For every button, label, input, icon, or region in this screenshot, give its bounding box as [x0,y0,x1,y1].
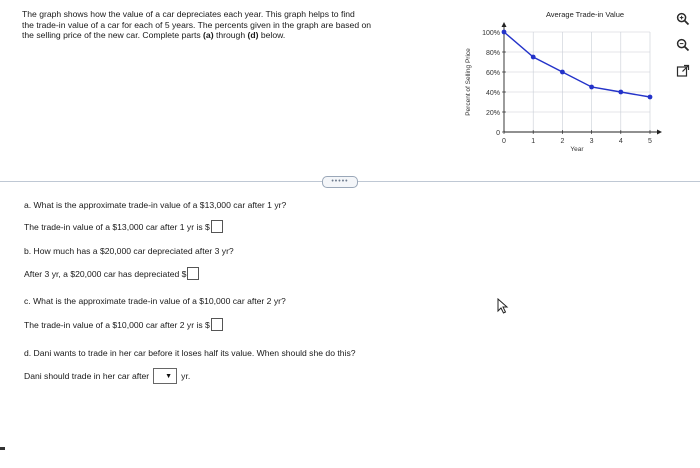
y-axis-label: Percent of Selling Price [465,48,472,116]
question-d [24,348,356,358]
answer-b-input[interactable] [187,267,199,280]
answer-d-dropdown[interactable] [153,368,177,384]
answer-d-row [24,368,190,384]
y-tick-label: 100% [482,30,500,37]
answer-c-row [24,318,223,331]
handle-dots: ••••• [331,178,349,185]
trade-in-graph [458,4,668,164]
question-c-text: c. What is the approximate trade-in value of a $10,000 car after 2 yr? [24,296,286,306]
x-tick-label: 5 [648,138,652,145]
answer-a-input[interactable] [211,220,223,233]
answer-d-unit: yr. [181,371,191,381]
x-tick-label: 0 [502,138,506,145]
answer-c-input[interactable] [211,318,223,331]
answer-d-label: Dani should trade in her car after [24,371,150,381]
y-tick-label: 60% [485,70,500,77]
chevron-down-icon: ▼ [165,372,173,380]
data-point [648,95,653,100]
part-a-ref: (a) [203,30,214,40]
series-line [504,32,650,97]
intro-line-3-text: the selling price of the new car. Complete parts [22,30,204,40]
answer-b-row [24,267,199,280]
intro-line-2: the trade-in value of a car for each of 5 years. The percents given in the graph are based on [22,19,372,30]
answer-b-label: After 3 yr, a $20,000 car has depreciated $ [24,268,187,279]
x-axis-arrow [657,130,662,135]
left-edge-marker [0,447,5,450]
popout-icon[interactable] [676,64,690,78]
question-d-text: d. Dani wants to trade in her car before it loses half its value. When should she do this? [24,348,356,358]
x-tick-label: 2 [560,138,565,145]
data-point [589,85,594,90]
answer-c-label: The trade-in value of a $10,000 car after 2 yr is $ [24,319,210,330]
chart-title: Average Trade-in Value [545,10,625,19]
question-b-text: b. How much has a $20,000 car depreciated after 3 yr? [24,246,234,256]
x-axis-label: Year [570,146,584,153]
zoom-out-icon[interactable] [676,38,690,52]
intro-line-3-end: below. [258,30,286,40]
data-point [560,70,565,75]
part-d-ref: (d) [247,30,259,40]
y-tick-label: 20% [485,110,500,117]
question-c [24,296,286,306]
mouse-cursor-icon [497,298,509,319]
answer-a-row [24,220,223,233]
problem-intro [22,9,442,41]
zoom-in-icon[interactable] [676,12,690,26]
x-tick-label: 4 [618,138,623,145]
question-a [24,200,286,210]
divider-resize-handle[interactable] [322,176,358,188]
data-point [618,90,623,95]
intro-line-3 [22,30,442,41]
data-point [502,30,507,35]
y-tick-label: 80% [485,50,500,57]
chart-svg [458,4,668,164]
y-axis-arrow [502,22,507,27]
y-tick-label: 40% [485,90,500,97]
y-tick-label: 0 [496,130,500,137]
intro-line-1: The graph shows how the value of a car depreciates each year. This graph helps to find [22,9,355,19]
data-point [531,55,536,60]
x-tick-label: 3 [589,138,594,145]
intro-through: through [213,30,248,40]
question-b [24,246,234,256]
answer-a-label: The trade-in value of a $13,000 car after 1 yr is $ [24,221,210,232]
x-tick-label: 1 [531,138,536,145]
question-a-text: a. What is the approximate trade-in value of a $13,000 car after 1 yr? [24,200,287,210]
